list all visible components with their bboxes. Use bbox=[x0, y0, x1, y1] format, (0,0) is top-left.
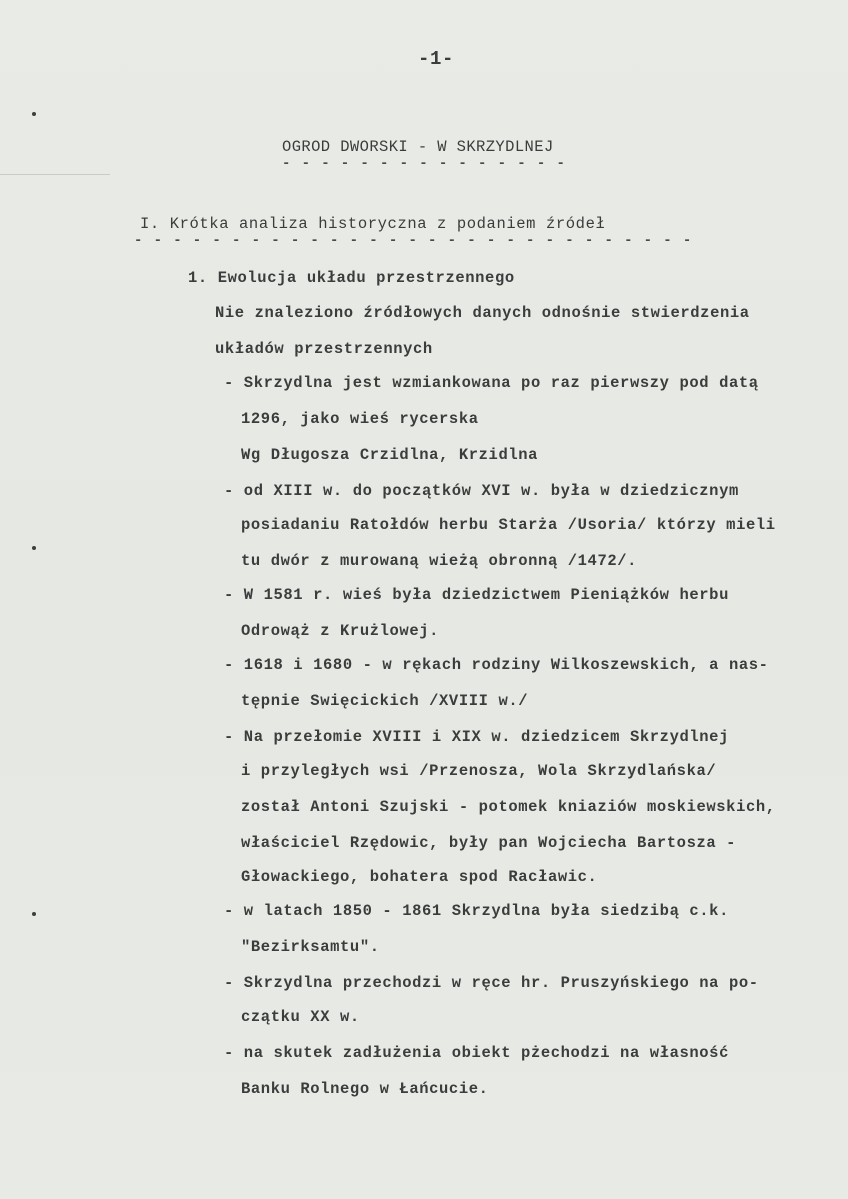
subsection-heading: 1. Ewolucja układu przestrzennego bbox=[188, 269, 515, 287]
body-line: czątku XX w. bbox=[241, 1008, 360, 1026]
body-line: Banku Rolnego w Łańcucie. bbox=[241, 1080, 489, 1098]
section-heading: I. Krótka analiza historyczna z podaniem źródeł bbox=[140, 215, 606, 233]
body-line: - Na przełomie XVIII i XIX w. dziedzicem Skrzydlnej bbox=[224, 728, 729, 746]
body-line: Głowackiego, bohatera spod Racławic. bbox=[241, 868, 598, 886]
body-line: tępnie Swięcickich /XVIII w./ bbox=[241, 692, 529, 710]
title-underline: - - - - - - - - - - - - - - - bbox=[282, 156, 567, 172]
body-line: Odrowąż z Krużlowej. bbox=[241, 622, 440, 640]
body-line: tu dwór z murowaną wieżą obronną /1472/. bbox=[241, 552, 638, 570]
body-line: - Skrzydlna przechodzi w ręce hr. Pruszyńskiego na po- bbox=[224, 974, 759, 992]
body-line: układów przestrzennych bbox=[215, 340, 433, 358]
body-line: - od XIII w. do początków XVI w. była w dziedzicznym bbox=[224, 482, 739, 500]
body-line: został Antoni Szujski - potomek kniaziów moskiewskich, bbox=[241, 798, 776, 816]
body-line: i przyległych wsi /Przenosza, Wola Skrzydlańska/ bbox=[241, 762, 717, 780]
page-number: -1- bbox=[418, 48, 455, 70]
margin-mark bbox=[32, 546, 36, 550]
document-title: OGROD DWORSKI - W SKRZYDLNEJ bbox=[282, 138, 554, 156]
body-line: posiadaniu Ratołdów herbu Starża /Usoria/ którzy mieli bbox=[241, 516, 776, 534]
body-line: - 1618 i 1680 - w rękach rodziny Wilkoszewskich, a nas- bbox=[224, 656, 769, 674]
body-line: "Bezirksamtu". bbox=[241, 938, 380, 956]
body-line: 1296, jako wieś rycerska bbox=[241, 410, 479, 428]
body-line: Nie znaleziono źródłowych danych odnośnie stwierdzenia bbox=[215, 304, 750, 322]
section-underline: - - - - - - - - - - - - - - - - - - - - - - - - - - - - - bbox=[134, 233, 693, 249]
body-line: właściciel Rzędowic, były pan Wojciecha Bartosza - bbox=[241, 834, 737, 852]
page-fold-line bbox=[0, 174, 110, 175]
margin-mark bbox=[32, 112, 36, 116]
body-line: Wg Długosza Crzidlna, Krzidlna bbox=[241, 446, 539, 464]
margin-mark bbox=[32, 912, 36, 916]
body-line: - na skutek zadłużenia obiekt pżechodzi na własność bbox=[224, 1044, 729, 1062]
body-line: - W 1581 r. wieś była dziedzictwem Pieniążków herbu bbox=[224, 586, 729, 604]
body-line: - w latach 1850 - 1861 Skrzydlna była siedzibą c.k. bbox=[224, 902, 729, 920]
body-line: - Skrzydlna jest wzmiankowana po raz pierwszy pod datą bbox=[224, 374, 759, 392]
